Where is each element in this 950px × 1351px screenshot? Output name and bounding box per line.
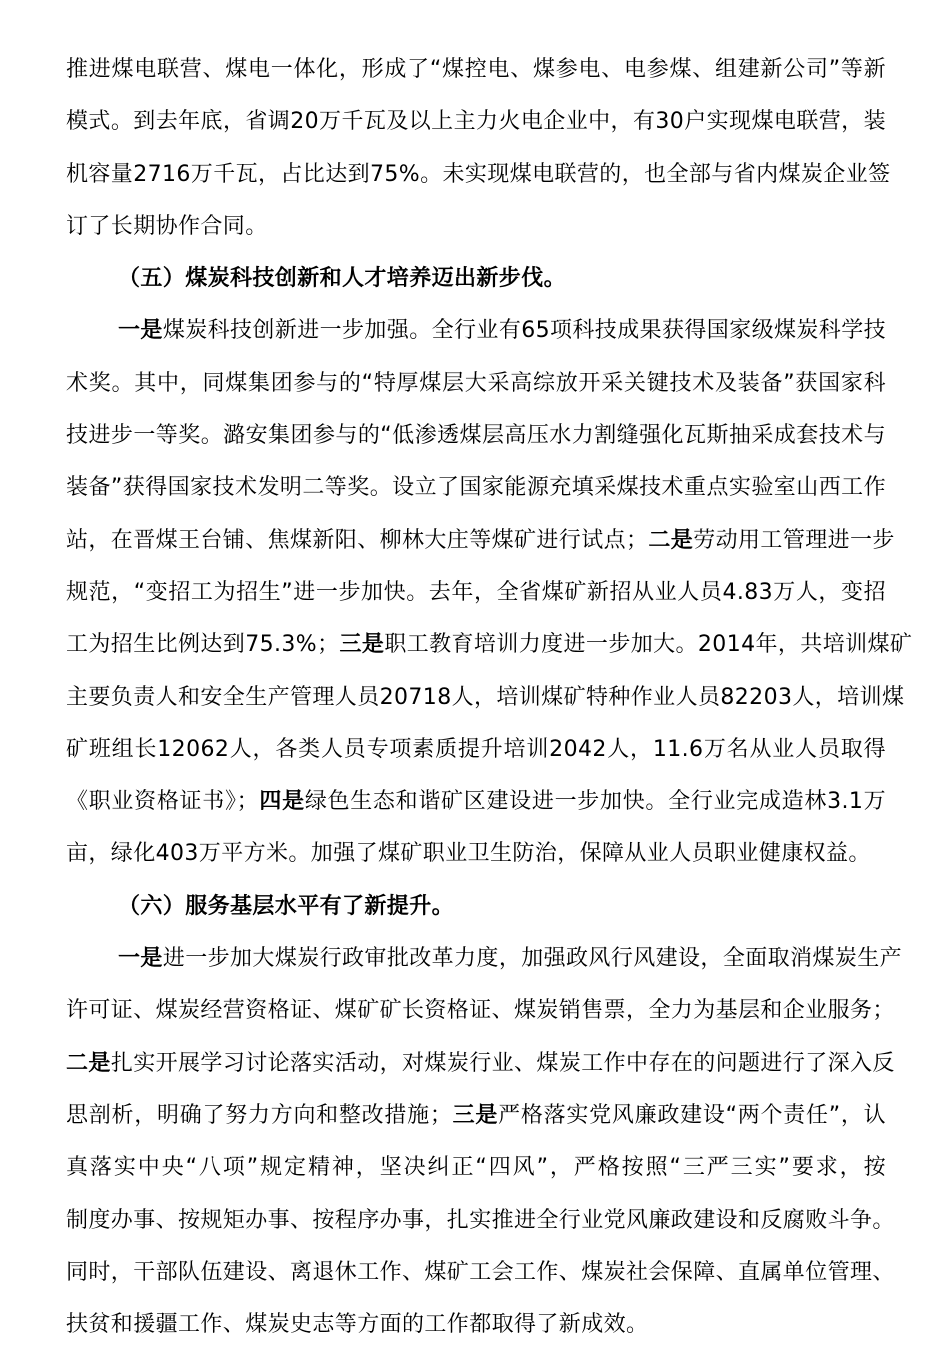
paragraph-text: 绿色生态和谐矿区建设进一步加快。全行业完成造林3.1万 xyxy=(304,789,886,815)
bold-lead: 一是 xyxy=(118,318,163,344)
paragraph-line: 真落实中央“八项”规定精神，坚决纠正“四风”，严格按照“三严三实”要求，按 xyxy=(66,1155,886,1181)
paragraph-text: 劳动用工管理进一步 xyxy=(693,527,895,553)
paragraph-line xyxy=(66,776,886,828)
paragraph-text: 进一步加大煤炭行政审批改革力度，加强政风行风建设，全面取消煤炭生产 xyxy=(162,946,903,972)
bold-lead: 一是 xyxy=(118,946,163,972)
paragraph-line xyxy=(66,515,895,567)
bold-lead: 三是 xyxy=(339,632,385,658)
paragraph-line: 装备”获得国家技术发明二等奖。设立了国家能源充填采煤技术重点实验室山西工作 xyxy=(66,475,886,501)
paragraph-line xyxy=(66,933,903,985)
paragraph-text: 扎实开展学习讨论落实活动，对煤炭行业、煤炭工作中存在的问题进行了深入反 xyxy=(110,1050,895,1076)
paragraph-line: 规范，“变招工为招生”进一步加快。去年，全省煤矿新招从业人员4.83万人，变招 xyxy=(66,579,886,605)
paragraph-line: 亩，绿化403万平方米。加强了煤矿职业卫生防治，保障从业人员职业健康权益。 xyxy=(66,841,871,867)
paragraph-line: 模式。到去年底，省调20万千瓦及以上主力火电企业中，有30户实现煤电联营，装 xyxy=(66,109,886,135)
paragraph-text: 严格落实党风廉政建设“两个责任”，认 xyxy=(498,1102,886,1128)
paragraph-text: 职工教育培训力度进一步加大。2014年，共培训煤矿 xyxy=(384,632,913,658)
section-heading-5: （五）煤炭科技创新和人才培养迈出新步伐。 xyxy=(118,266,567,292)
paragraph-grassroots-service xyxy=(66,933,903,1351)
paragraph-text: 《职业资格证书》； xyxy=(66,789,260,815)
paragraph-text: 思剖析，明确了努力方向和整改措施； xyxy=(66,1102,453,1128)
paragraph-tech-innovation xyxy=(66,305,913,880)
bold-lead: 二是 xyxy=(66,1050,111,1076)
section-heading-6: （六）服务基层水平有了新提升。 xyxy=(118,893,455,919)
paragraph-line: 矿班组长12062人，各类人员专项素质提升培训2042人，11.6万名从业人员取得 xyxy=(66,736,886,762)
bold-lead: 二是 xyxy=(648,527,694,553)
paragraph-text: 工为招生比例达到75.3%； xyxy=(66,632,340,658)
paragraph-line: 许可证、煤炭经营资格证、煤矿矿长资格证、煤炭销售票，全力为基层和企业服务； xyxy=(66,998,895,1024)
paragraph-line: 术奖。其中，同煤集团参与的“特厚煤层大采高综放开采关键技术及装备”获国家科 xyxy=(66,370,886,396)
paragraph-line: 订了长期协作合同。 xyxy=(66,213,268,239)
paragraph-line: 制度办事、按规矩办事、按程序办事，扎实推进全行业党风廉政建设和反腐败斗争。 xyxy=(66,1207,895,1233)
paragraph-line: 同时，干部队伍建设、离退休工作、煤矿工会工作、煤炭社会保障、直属单位管理、 xyxy=(66,1259,895,1285)
paragraph-text: 站，在晋煤王台铺、焦煤新阳、柳林大庄等煤矿进行试点； xyxy=(66,527,649,553)
paragraph-line: 主要负责人和安全生产管理人员20718人，培训煤矿特种作业人员82203人，培训煤 xyxy=(66,684,905,710)
paragraph-line: 机容量2716万千瓦，占比达到75%。未实现煤电联营的，也全部与省内煤炭企业签 xyxy=(66,161,891,187)
paragraph-line: 推进煤电联营、煤电一体化，形成了“煤控电、煤参电、电参煤、组建新公司”等新 xyxy=(66,57,886,82)
bold-lead: 四是 xyxy=(259,789,305,815)
paragraph-text: 煤炭科技创新进一步加强。全行业有65项科技成果获得国家级煤炭科学技 xyxy=(162,318,887,344)
paragraph-line xyxy=(66,1090,886,1142)
document-page xyxy=(66,44,913,1351)
paragraph-line: 技进步一等奖。潞安集团参与的“低渗透煤层高压水力割缝强化瓦斯抽采成套技术与 xyxy=(66,423,886,449)
paragraph-line xyxy=(66,305,886,357)
paragraph-line xyxy=(66,619,913,671)
paragraph-coal-power-integration xyxy=(66,44,891,253)
paragraph-line: 扶贫和援疆工作、煤炭史志等方面的工作都取得了新成效。 xyxy=(66,1312,649,1338)
paragraph-line xyxy=(66,1038,895,1090)
bold-lead: 三是 xyxy=(452,1102,499,1128)
